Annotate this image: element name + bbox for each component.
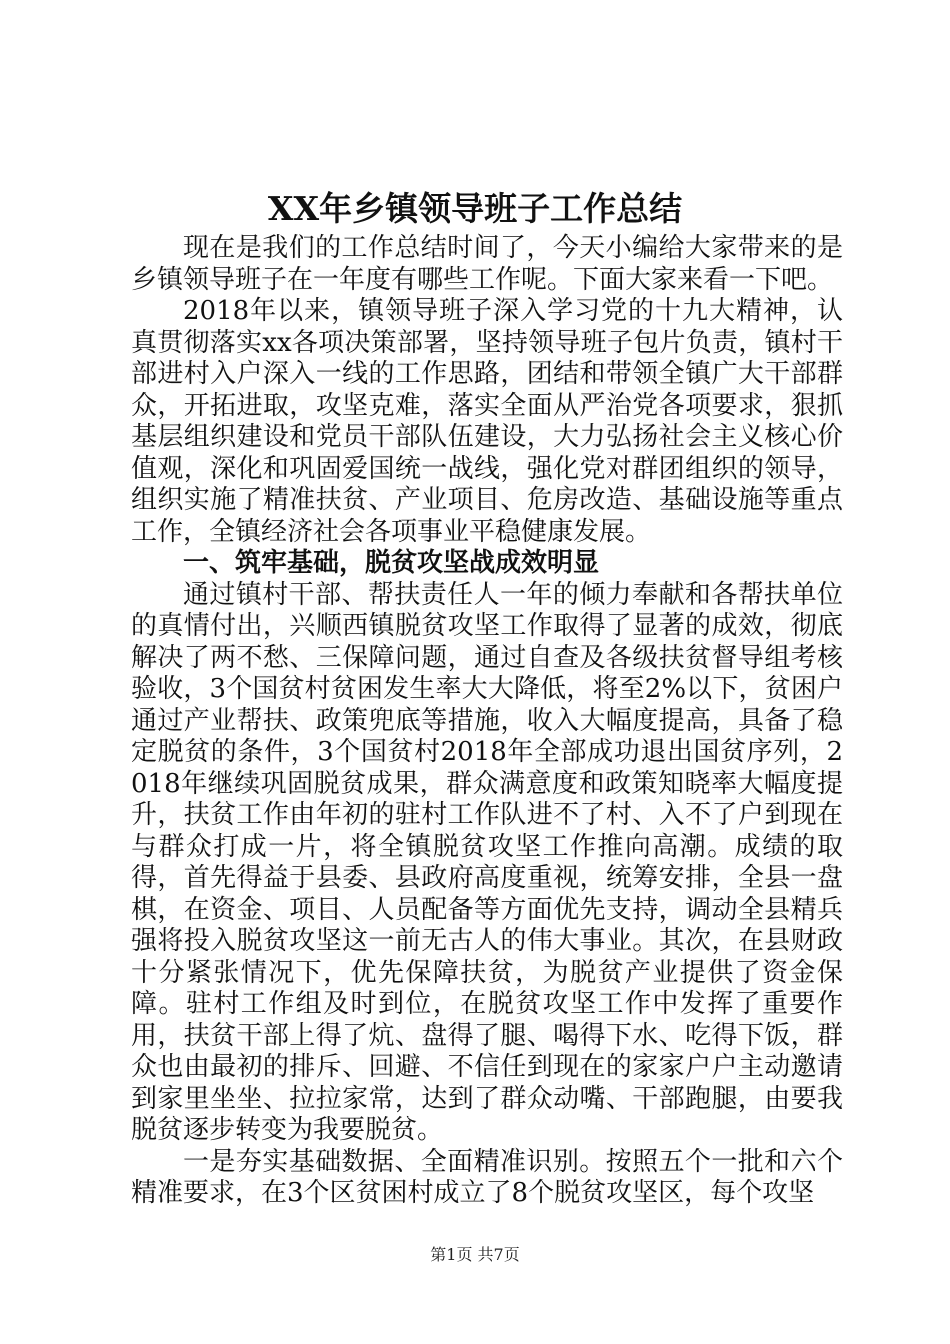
section-heading: 一、筑牢基础，脱贫攻坚战成效明显 <box>183 548 600 578</box>
page-footer: 第1页 共7页 <box>430 1245 520 1264</box>
section-paragraph: 通过镇村干部、帮扶责任人一年的倾力奉献和各帮扶单位的真情付出，兴顺西镇脱贫攻坚工作取得了显著的成效，彻底解决了两不愁、三保障问题，通过自查及各级扶贫督导组考核验收，3个国贫村贫困发生率大大降低，将至2%以下，贫困户通过产业帮扶、政策兜底等措施，收入大幅度提高，具备了稳定脱贫的条件，3个国贫村2018年全部成功退出国贫序列，2018年继续巩固脱贫成果，群众满意度和政策知晓率大幅度提升，扶贫工作由年初的驻村工作队进不了村、入不了户到现在与群众打成一片，将全镇脱贫攻坚工作推向高潮。成绩的取得，首先得益于县委、县政府高度重视，统筹安排，全县一盘棋，在资金、项目、人员配备等方面优先支持，调动全县精兵强将投入脱贫攻坚这一前无古人的伟大事业。其次，在县财政十分紧张情况下，优先保障扶贫，为脱贫产业提供了资金保障。驻村工作组及时到位，在脱贫攻坚工作中发挥了重要作用，扶贫干部上得了炕、盘得了腿、喝得下水、吃得下饭，群众也由最初的排斥、回避、不信任到现在的家家户户主动邀请到家里坐坐、拉拉家常，达到了群众动嘴、干部跑腿，由要我脱贫逐步转变为我要脱贫。 <box>131 579 843 1145</box>
document-title: XX年乡镇领导班子工作总结 <box>267 189 683 228</box>
document-body <box>131 233 843 1210</box>
section-paragraph: 一是夯实基础数据、全面精准识别。按照五个一批和六个精准要求，在3个区贫困村成立了8个脱贫攻坚区，每个攻坚 <box>131 1146 843 1208</box>
summary-paragraph: 2018年以来，镇领导班子深入学习党的十九大精神，认真贯彻落实xx各项决策部署，坚持领导班子包片负责，镇村干部进村入户深入一线的工作思路，团结和带领全镇广大干部群众，开拓进取，攻坚克难，落实全面从严治党各项要求，狠抓基层组织建设和党员干部队伍建设，大力弘扬社会主义核心价值观，深化和巩固爱国统一战线，强化党对群团组织的领导，组织实施了精准扶贫、产业项目、危房改造、基础设施等重点工作，全镇经济社会各项事业平稳健康发展。 <box>131 296 843 547</box>
intro-paragraph: 现在是我们的工作总结时间了，今天小编给大家带来的是乡镇领导班子在一年度有哪些工作呢。下面大家来看一下吧。 <box>131 233 843 295</box>
